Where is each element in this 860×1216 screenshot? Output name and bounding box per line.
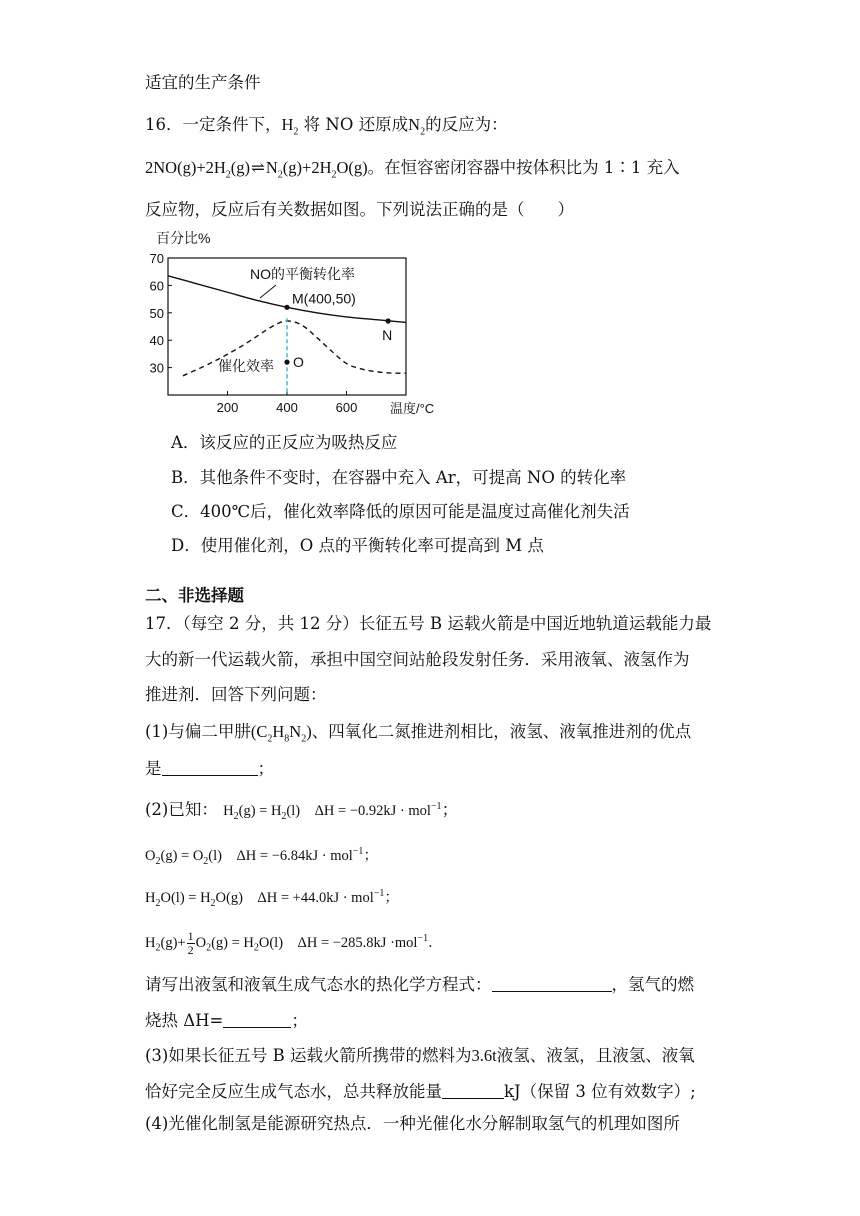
y-tick-label: 70 bbox=[149, 251, 164, 266]
q17-part-2-given-1: (2)已知： $H_2(g) = H_2(l)$ ΔH = −0.92kJ · mol$^{-1}$； bbox=[145, 800, 459, 822]
q17-part-1: (1)与偏二甲肼$(C_2H_8N_2)$、四氧化二氮推进剂相比，液氢、液氧推进剂的优点 bbox=[145, 722, 692, 745]
point-label: O bbox=[293, 354, 304, 371]
answer-blank[interactable] bbox=[223, 1009, 291, 1028]
data-point bbox=[284, 360, 289, 365]
option-d: D．使用催化剂，O 点的平衡转化率可提高到 M 点 bbox=[171, 536, 544, 555]
c2h8n2-formula: $(C_2H_8N_2)$ bbox=[250, 722, 312, 745]
data-point bbox=[284, 305, 289, 310]
data-point bbox=[386, 318, 391, 323]
series-label: 催化效率 bbox=[218, 358, 274, 374]
thermo-equation-1: $H_2(g) = H_2(l)$ ΔH = −0.92kJ · mol$^{-1}$ bbox=[223, 801, 442, 822]
equilibrium-chart bbox=[148, 228, 438, 418]
q17-part-2-question: 请写出液氢和液氧生成气态水的热化学方程式： ，氢气的燃 bbox=[145, 975, 694, 994]
text-line: 适宜的生产条件 bbox=[145, 73, 261, 92]
point-label: N bbox=[382, 327, 393, 344]
text: 将 NO 还原成 bbox=[303, 115, 409, 134]
q17-line-1: 17．（每空 2 分，共 12 分）长征五号 B 运载火箭是中国近地轨道运载能力最 bbox=[145, 614, 712, 633]
x-axis-title: 温度/°C bbox=[390, 401, 435, 416]
q17-line-2: 大的新一代运载火箭，承担中国空间站舱段发射任务．采用液氧、液氢作为 bbox=[145, 650, 690, 669]
series-label-leader bbox=[260, 285, 276, 298]
q17-part-3: (3)如果长征五号 B 运载火箭所携带的燃料为3.6t液氢、液氢，且液氢、液氧 bbox=[145, 1046, 695, 1065]
mass-value: 3.6t bbox=[471, 1046, 497, 1065]
answer-blank[interactable] bbox=[442, 1080, 504, 1099]
x-tick-label: 400 bbox=[276, 400, 298, 415]
text: 。在恒容密闭容器中按体积比为 1∶1 充入 bbox=[367, 158, 680, 177]
thermo-equation-3: $H_2O(l) = H_2O(g)$ ΔH = +44.0kJ · mol$^{-1}$； bbox=[145, 888, 399, 909]
fraction-one-half: $\frac{1}{2}$ bbox=[187, 929, 194, 957]
option-a: A．该反应的正反应为吸热反应 bbox=[171, 433, 398, 452]
y-tick-label: 50 bbox=[149, 305, 164, 321]
thermo-equation-4: $H_2(g)+$ $\frac{1}{2}$ $O_2(g) = H_2O(l)$ ΔH = −285.8kJ ·mol$^{-1}$． bbox=[145, 929, 443, 957]
point-label: M(400,50) bbox=[292, 290, 356, 307]
q17-part-2-heat: 烧热 ΔH= ； bbox=[145, 1011, 308, 1030]
reaction-equation: $2NO(g)+2H_2(g)\rightleftharpoons N_2(g)+2H_2O(g)$ bbox=[145, 158, 368, 181]
answer-blank[interactable] bbox=[162, 757, 258, 776]
option-b: B．其他条件不变时，在容器中充入 Ar，可提高 NO 的转化率 bbox=[171, 468, 627, 487]
q17-line-3: 推进剂．回答下列问题： bbox=[145, 685, 327, 704]
section-heading: 二、非选择题 bbox=[145, 586, 244, 605]
x-tick-label: 200 bbox=[216, 400, 239, 415]
n2-formula: $N_2$ bbox=[408, 115, 426, 138]
y-tick-label: 60 bbox=[149, 278, 164, 294]
text: 的反应为： bbox=[425, 115, 508, 134]
series-label: NO的平衡转化率 bbox=[250, 266, 355, 282]
question-16-stem bbox=[145, 114, 508, 136]
x-tick-label: 600 bbox=[335, 400, 358, 415]
q17-part-4: (4)光催化制氢是能源研究热点．一种光催化水分解制取氢气的机理如图所 bbox=[145, 1114, 680, 1133]
text: 16．一定条件下， bbox=[145, 115, 282, 134]
y-tick-label: 30 bbox=[149, 360, 164, 376]
y-tick-label: 40 bbox=[149, 333, 164, 349]
y-axis-title: 百分比% bbox=[156, 230, 211, 246]
h2-formula: $H_2$ bbox=[281, 115, 299, 138]
reaction-equation-line bbox=[145, 157, 680, 179]
q17-part-3-cont: 恰好完全反应生成气态水，总共释放能量 kJ（保留 3 位有效数字）; bbox=[145, 1082, 696, 1101]
q17-part-1-answer: 是 ； bbox=[145, 759, 274, 778]
thermo-equation-2: $O_2(g) = O_2(l)$ ΔH = −6.84kJ · mol$^{-1}$； bbox=[145, 846, 378, 867]
answer-blank[interactable] bbox=[492, 973, 612, 992]
series-line-no-conversion bbox=[168, 276, 406, 323]
text-line: 反应物，反应后有关数据如图。下列说法正确的是（ ） bbox=[145, 200, 574, 219]
option-c: C．400℃后，催化效率降低的原因可能是温度过高催化剂失活 bbox=[171, 502, 630, 521]
